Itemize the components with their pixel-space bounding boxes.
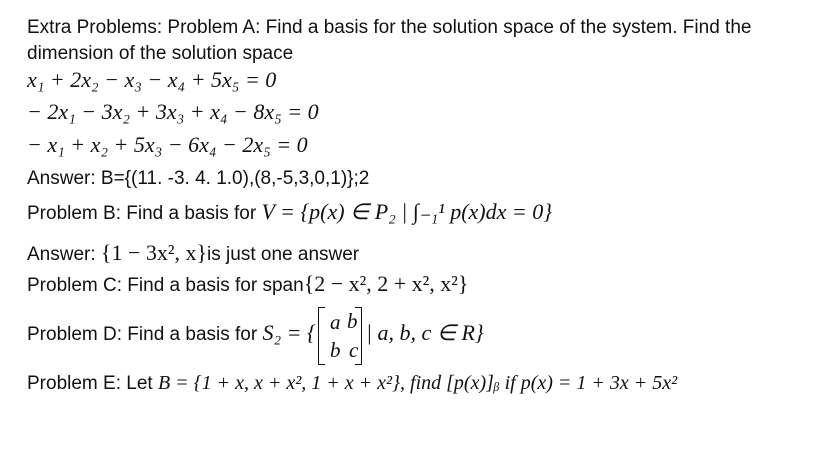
matrix-cell-c: c (349, 338, 359, 362)
matrix-cell-a: a (330, 310, 341, 334)
matrix (318, 307, 362, 365)
problem-b-label: Problem B: Find a basis for (27, 203, 257, 224)
intro-line-1: Extra Problems: Problem A: Find a basis for the solution space of the system. Find the (27, 17, 752, 38)
intro-line-2: dimension of the solution space (27, 43, 294, 64)
matrix-cell-b-top: b (347, 309, 358, 333)
answer-b (27, 241, 359, 267)
problem-d-math-left: S₂ = { (262, 320, 316, 345)
answer-b-math: {1 − 3x², x} (100, 240, 208, 265)
problem-c-label: Problem C: Find a basis for span (27, 275, 304, 296)
problem-c-math: {2 − x², 2 + x², x²} (303, 271, 469, 296)
problem-e (27, 371, 677, 396)
matrix-cell-b-bottom: b (330, 338, 341, 362)
problem-d-label: Problem D: Find a basis for (27, 324, 258, 345)
answer-b-label: Answer: (27, 244, 96, 265)
equation-2: − 2x₁ − 3x₂ + 3x₃ + x₄ − 8x₅ = 0 (27, 99, 319, 124)
problem-d (27, 321, 316, 347)
problem-c (27, 272, 468, 298)
answer-b-rest: is just one answer (207, 244, 360, 265)
answer-a: Answer: B={(11. -3. 4. 1.0),(8,-5,3,0,1)};2 (27, 168, 370, 189)
problem-d-right: | a, b, c ∈ R} (366, 320, 484, 345)
problem-e-math: B = {1 + x, x + x², 1 + x + x²}, find [p(x)]ᵦ if p(x) = 1 + 3x + 5x² (157, 372, 678, 394)
equation-3: − x₁ + x₂ + 5x₃ − 6x₄ − 2x₅ = 0 (27, 132, 308, 157)
problem-b (27, 200, 552, 226)
problem-e-label: Problem E: Let (27, 373, 153, 394)
problem-b-math: V = {p(x) ∈ P₂ | ∫₋₁¹ p(x)dx = 0} (261, 199, 553, 224)
equation-1: x₁ + 2x₂ − x₃ − x₄ + 5x₅ = 0 (27, 67, 277, 92)
